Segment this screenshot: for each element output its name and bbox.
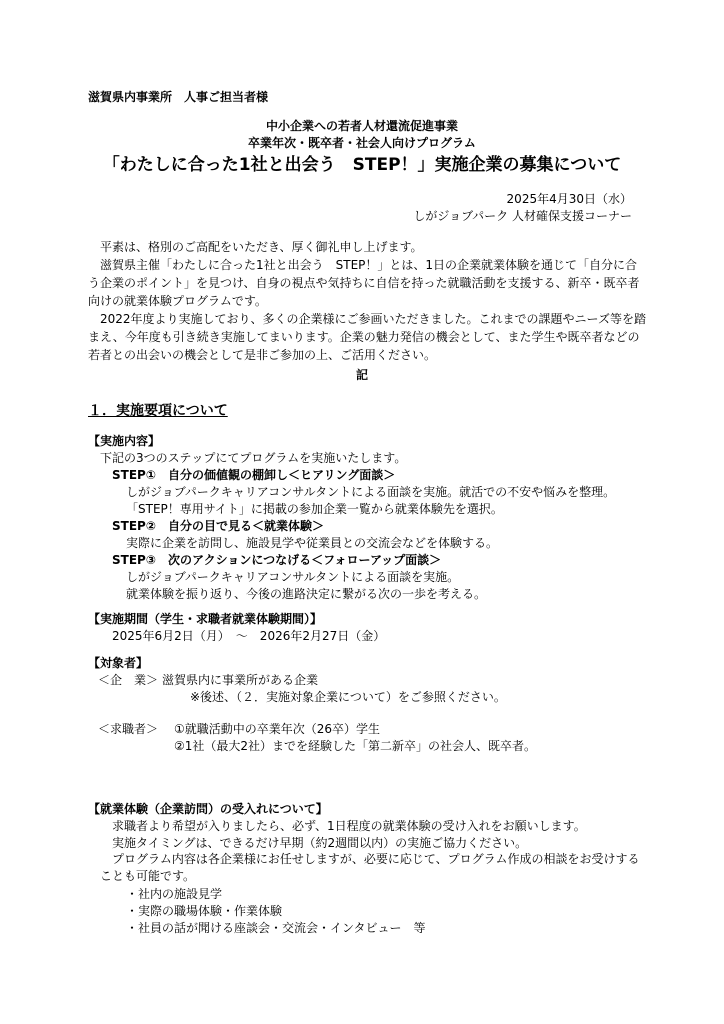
step1-title: STEP① 自分の価値観の棚卸し＜ヒアリング面談＞ bbox=[112, 468, 396, 482]
acceptance-item: ・社員の話が聞ける座談会・交流会・インタビュー 等 bbox=[126, 921, 426, 935]
acceptance-item: ・実際の職場体験・作業体験 bbox=[126, 904, 283, 918]
intro-paragraph-1: 平素は、格別のご高配をいただき、厚く御礼申し上げます。 bbox=[100, 240, 423, 254]
date: 2025年4月30日（水） bbox=[506, 192, 632, 206]
acceptance-line-1: 求職者より希望が入りましたら、必ず、1日程度の就業体験の受け入れをお願いします。 bbox=[112, 819, 586, 833]
step1-line-1: しがジョブパークキャリアコンサルタントによる面談を実施。就活での不安や悩みを整理。 bbox=[126, 485, 616, 499]
step3-line-1: しがジョブパークキャリアコンサルタントによる面談を実施。 bbox=[126, 570, 460, 584]
target-seeker-2: ②1社（最大2社）までを経験した「第二新卒」の社会人、既卒者。 bbox=[174, 739, 537, 753]
intro-paragraph-3: 2022年度より実施しており、多くの企業様にご参画いただきました。これまでの課題やニーズ等を踏まえ、今年度も引き続き実施してまいります。企業の魅力発信の機会として、また学生や既卒者などの若者との出会いの機会として是非ご参加の上、ご活用ください。 bbox=[88, 312, 646, 362]
step3-title: STEP③ 次のアクションにつなげる＜フォローアップ面談＞ bbox=[112, 553, 442, 567]
addressee: 滋賀県内事業所 人事ご担当者様 bbox=[88, 90, 269, 104]
acceptance-line-3: プログラム内容は各企業様にお任せしますが、必要に応じて、プログラム作成の相談をお受けすることも可能です。 bbox=[100, 852, 640, 883]
step2-title: STEP② 自分の目で見る＜就業体験＞ bbox=[112, 519, 324, 533]
content-lead: 下記の3つのステップにてプログラムを実施いたします。 bbox=[100, 451, 407, 465]
intro-paragraph-2: 滋賀県主催「わたしに合った1社と出会う STEP！」とは、1日の企業就業体験を通じて「自分に合う企業のポイント」を見つけ、自身の視点や気持ちに自信を持った就職活動を支援する、新卒・既卒者 向けの就業体験プログラムです。 bbox=[88, 258, 640, 308]
acceptance-item: ・社内の施設見学 bbox=[126, 887, 223, 901]
program-line-1: 中小企業への若者人材還流促進事業 bbox=[265, 119, 458, 133]
step2-line-1: 実際に企業を訪問し、施設見学や従業員との交流会などを体験する。 bbox=[126, 536, 499, 550]
step3-line-2: 就業体験を振り返り、今後の進路決定に繋がる次の一歩を考える。 bbox=[126, 587, 487, 601]
period-label: 【実施期間（学生・求職者就業体験期間）】 bbox=[88, 612, 323, 626]
acceptance-label: 【就業体験（企業訪問）の受入れについて】 bbox=[88, 802, 328, 816]
acceptance-line-2: 実施タイミングは、できるだけ早期（約2週間以内）の実施ご協力ください。 bbox=[112, 836, 528, 850]
step1-line-2: 「STEP！専用サイト」に掲載の参加企業一覧から就業体験先を選択。 bbox=[126, 502, 503, 516]
target-seeker-label: ＜求職者＞ bbox=[98, 722, 159, 736]
sender: しがジョブパーク 人材確保支援コーナー bbox=[413, 209, 632, 223]
section-1-heading: １．実施要項について bbox=[88, 403, 228, 419]
content-label: 【実施内容】 bbox=[88, 434, 161, 448]
ki-mark: 記 bbox=[355, 368, 368, 382]
target-company-value: 滋賀県内に事業所がある企業 bbox=[162, 673, 319, 687]
target-company-label: ＜企 業＞ bbox=[98, 673, 159, 687]
program-line-2: 卒業年次・既卒者・社会人向けプログラム bbox=[248, 136, 476, 150]
period-value: 2025年6月2日（月） ～ 2026年2月27日（金） bbox=[112, 629, 386, 643]
target-company-note: ※後述、（２．実施対象企業について）をご参照ください。 bbox=[190, 690, 506, 704]
target-label: 【対象者】 bbox=[88, 656, 149, 670]
target-seeker-1: ①就職活動中の卒業年次（26卒）学生 bbox=[174, 722, 381, 736]
page-title: 「わたしに合った1社と出会う STEP！」実施企業の募集について bbox=[102, 155, 622, 175]
